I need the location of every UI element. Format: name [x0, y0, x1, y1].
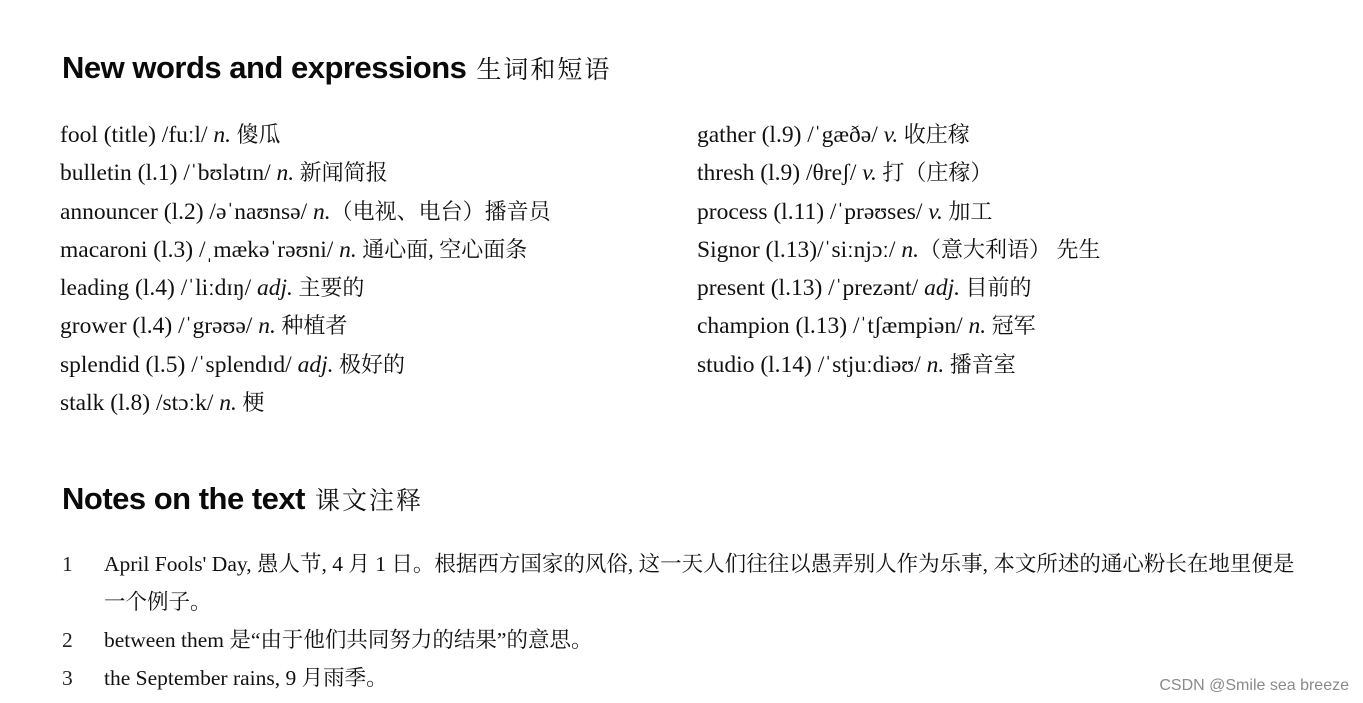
- vocab-pos: n.: [213, 122, 231, 148]
- note-number: 1: [62, 552, 73, 576]
- vocab-meaning: 收庄稼: [898, 122, 970, 147]
- vocab-entry: [60, 346, 551, 384]
- vocab-entry: [60, 193, 551, 231]
- vocab-pos: n.: [219, 390, 237, 417]
- vocab-word: stalk (l.8) /stɔːk/: [60, 390, 220, 417]
- vocab-entry: [60, 154, 551, 192]
- note-number: 2: [62, 628, 73, 652]
- vocab-meaning: 梗: [236, 390, 265, 416]
- vocab-entry: [60, 231, 551, 269]
- vocab-word: champion (l.13) /ˈtʃæmpiən/: [697, 313, 969, 340]
- notes-heading: [62, 481, 423, 517]
- vocab-entry: [697, 231, 1100, 269]
- note-number: 3: [62, 666, 73, 690]
- vocab-pos: n.: [258, 313, 276, 340]
- note-text: the September rains, 9 月雨季。: [104, 666, 388, 690]
- vocab-word: Signor (l.13)/ˈsiːnjɔː/: [697, 236, 902, 263]
- vocab-meaning: 播音室: [944, 351, 1016, 377]
- vocab-pos: n.: [313, 198, 331, 225]
- vocab-entry: [697, 116, 1100, 154]
- vocab-entry: [697, 193, 1100, 231]
- notes-heading-en: Notes on the text: [62, 481, 305, 516]
- vocab-entry: [697, 154, 1100, 192]
- vocab-word: announcer (l.2) /əˈnaʊnsə/: [60, 198, 314, 225]
- vocab-pos: n.: [339, 236, 357, 263]
- vocab-column-left: [60, 116, 551, 422]
- notes-list: [62, 545, 1302, 697]
- new-words-heading-en: New words and expressions: [62, 50, 467, 85]
- vocab-meaning: 冠军: [986, 313, 1036, 339]
- vocab-pos: adj.: [924, 275, 960, 302]
- vocab-entry: [60, 269, 551, 307]
- vocab-entry: [60, 116, 551, 154]
- note-item: [62, 545, 1302, 621]
- vocab-word: gather (l.9) /ˈgæðə/: [697, 122, 884, 148]
- vocab-word: grower (l.4) /ˈgrəʊə/: [60, 313, 259, 340]
- vocab-meaning: 主要的: [292, 275, 365, 301]
- vocab-pos: v.: [862, 160, 877, 187]
- vocab-pos: v.: [928, 198, 943, 225]
- vocab-meaning: 打（庄稼）: [876, 160, 993, 186]
- vocab-pos: v.: [883, 122, 899, 148]
- note-item: [62, 659, 1302, 697]
- notes-heading-zh: 课文注释: [314, 486, 423, 515]
- vocab-pos: adj.: [256, 275, 293, 302]
- vocab-entry: [60, 384, 551, 422]
- vocab-entry: [697, 269, 1100, 307]
- vocab-entry: [697, 346, 1100, 384]
- vocab-pos: n.: [276, 160, 295, 187]
- new-words-heading: [62, 50, 611, 86]
- vocab-word: fool (title) /fuːl/: [60, 122, 214, 148]
- vocab-entry: [60, 307, 551, 345]
- vocab-word: leading (l.4) /ˈliːdɪŋ/: [60, 275, 257, 302]
- vocab-word: bulletin (l.1) /ˈbʊlətɪn/: [60, 160, 277, 187]
- vocab-meaning: 种植者: [275, 313, 348, 339]
- watermark-credit: CSDN @Smile sea breeze: [1159, 677, 1349, 694]
- vocab-word: present (l.13) /ˈprezənt/: [697, 275, 925, 302]
- vocab-meaning: 目前的: [959, 275, 1032, 301]
- vocab-entry: [697, 307, 1100, 345]
- note-text: April Fools' Day, 愚人节, 4 月 1 日。根据西方国家的风俗, 这一天人们往往以愚弄别人作为乐事, 本文所述的通心粉长在地里便是一个例子。: [104, 552, 1295, 614]
- vocab-meaning: 傻瓜: [231, 122, 281, 147]
- vocab-meaning: 通心面, 空心面条: [356, 236, 528, 262]
- note-text: between them 是“由于他们共同努力的结果”的意思。: [104, 628, 593, 652]
- note-item: [62, 621, 1302, 659]
- new-words-heading-zh: 生词和短语: [476, 55, 612, 84]
- vocab-pos: n.: [901, 236, 919, 263]
- vocab-column-right: [697, 116, 1100, 384]
- vocab-pos: n.: [926, 351, 945, 378]
- vocab-word: macaroni (l.3) /ˌmækəˈrəʊni/: [60, 236, 340, 263]
- vocab-pos: n.: [968, 313, 987, 340]
- vocab-word: splendid (l.5) /ˈsplendɪd/: [60, 351, 298, 378]
- vocab-word: studio (l.14) /ˈstjuːdiəʊ/: [697, 351, 927, 378]
- vocab-meaning: （意大利语） 先生: [918, 236, 1101, 262]
- vocab-meaning: 加工: [942, 198, 993, 224]
- vocab-pos: adj.: [297, 351, 334, 378]
- vocab-meaning: 新闻简报: [294, 160, 388, 186]
- vocab-word: thresh (l.9) /θreʃ/: [697, 160, 863, 187]
- vocab-word: process (l.11) /ˈprəʊses/: [697, 198, 929, 225]
- vocab-meaning: 极好的: [333, 351, 406, 377]
- vocab-meaning: （电视、电台）播音员: [330, 198, 551, 224]
